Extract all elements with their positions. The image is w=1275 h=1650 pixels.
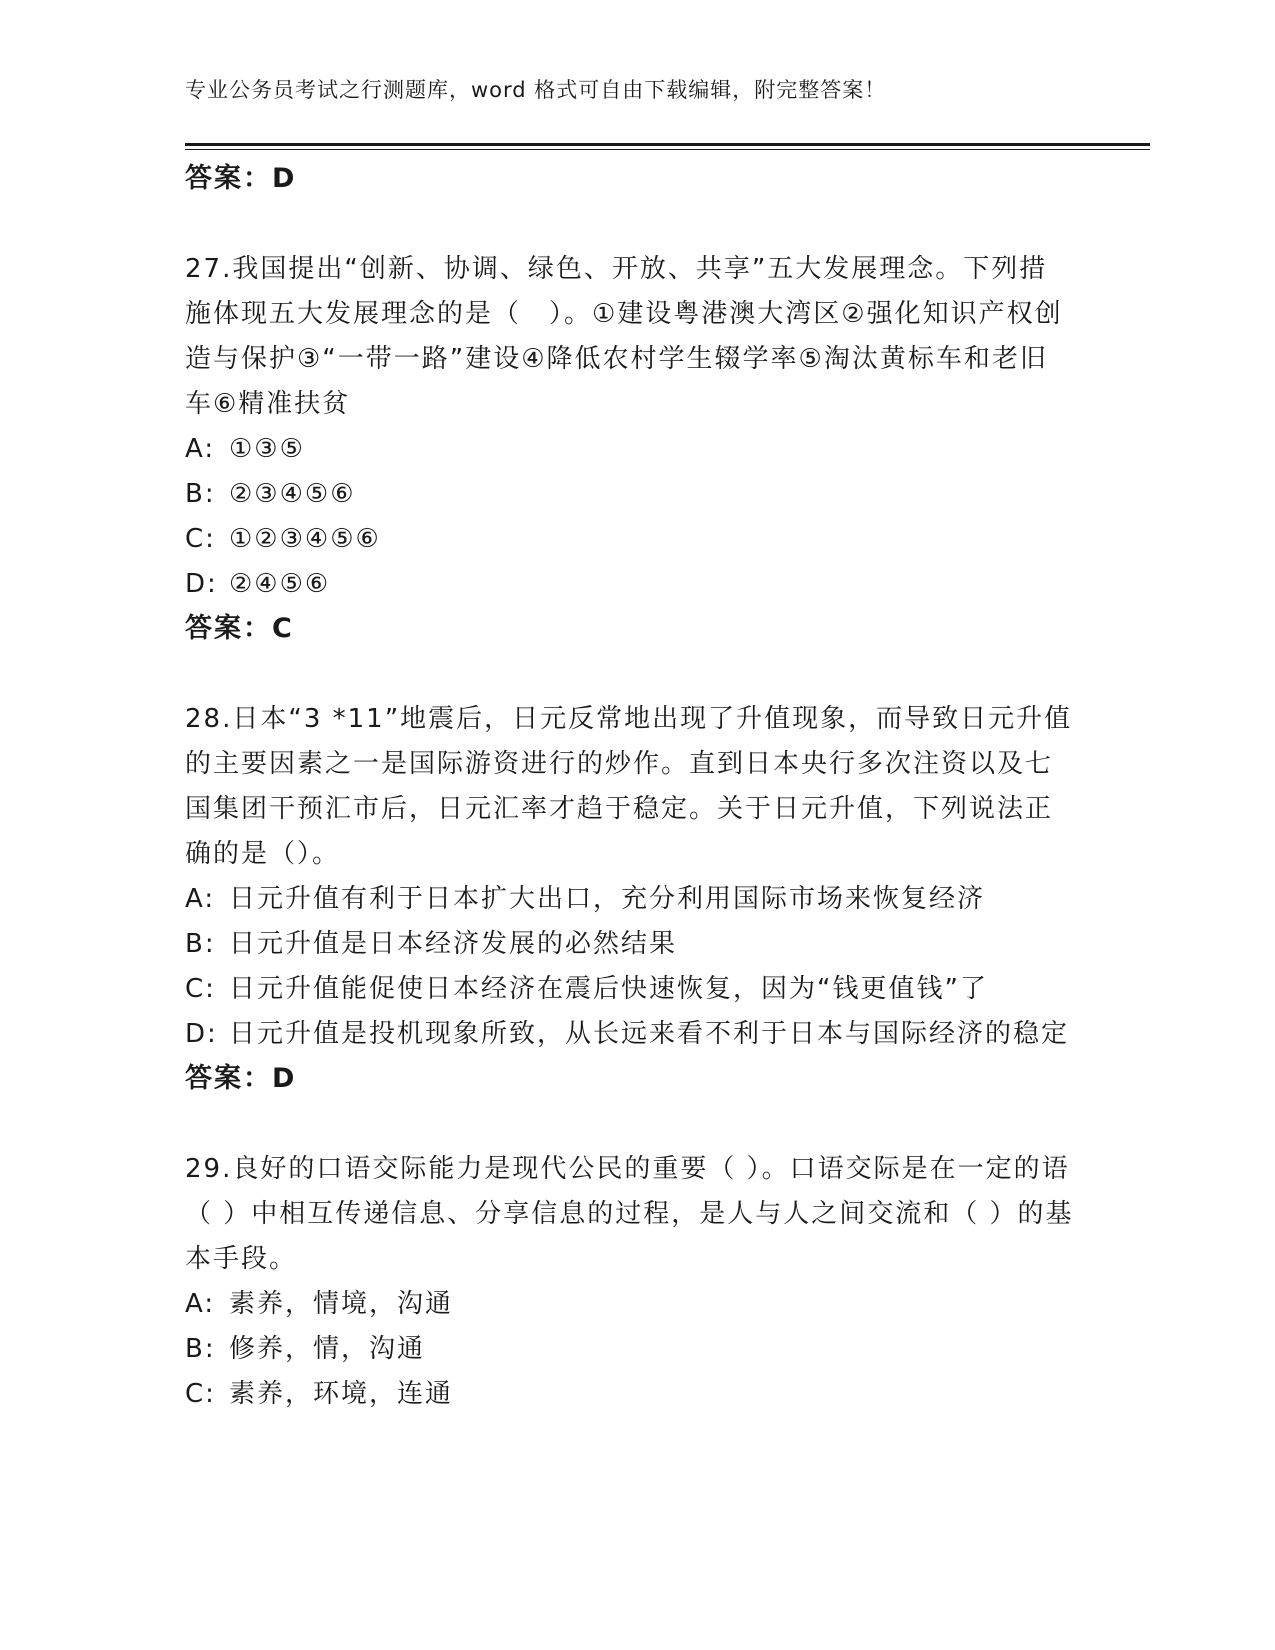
question-27 bbox=[185, 247, 1075, 651]
option-letter: C: bbox=[185, 974, 216, 1004]
question-stem: 29.良好的口语交际能力是现代公民的重要（ ）。口语交际是在一定的语（ ）中相互传递信息、分享信息的过程，是人与人之间交流和（ ）的基本手段。 bbox=[185, 1154, 1074, 1274]
option-text: 日元升值能促使日本经济在震后快速恢复，因为“钱更值钱”了 bbox=[229, 974, 988, 1004]
option-c bbox=[185, 967, 1075, 1012]
option-text: 素养，环境，连通 bbox=[229, 1379, 454, 1409]
question-29 bbox=[185, 1147, 1075, 1417]
answer-line: 答案：D bbox=[185, 1063, 297, 1094]
option-a bbox=[185, 877, 1075, 922]
option-letter: A: bbox=[185, 1289, 216, 1319]
option-d bbox=[185, 562, 1075, 607]
option-letter: D: bbox=[185, 569, 218, 599]
option-letter: C: bbox=[185, 1379, 216, 1409]
option-text: 修养，情，沟通 bbox=[229, 1334, 426, 1364]
option-b bbox=[185, 1327, 1075, 1372]
option-text: 日元升值有利于日本扩大出口，充分利用国际市场来恢复经济 bbox=[229, 884, 986, 914]
option-text: ①③⑤ bbox=[229, 434, 305, 464]
option-c bbox=[185, 1372, 1075, 1417]
option-letter: C: bbox=[185, 524, 216, 554]
question-stem: 27.我国提出“创新、协调、绿色、开放、共享”五大发展理念。下列措施体现五大发展理念的是（ ）。①建设粤港澳大湾区②强化知识产权创造与保护③“一带一路”建设④降低农村学生辍学率⑤淘汰黄标车和老旧车⑥精准扶贫 bbox=[185, 254, 1063, 419]
page-header: 专业公务员考试之行测题库，word 格式可自由下载编辑，附完整答案！ bbox=[185, 78, 887, 102]
answer-line: 答案：C bbox=[185, 613, 294, 644]
question-28 bbox=[185, 697, 1075, 1101]
option-a bbox=[185, 427, 1075, 472]
question-stem: 28.日本“3 *11”地震后，日元反常地出现了升值现象，而导致日元升值的主要因素之一是国际游资进行的炒作。直到日本央行多次注资以及七国集团干预汇市后，日元汇率才趋于稳定。关于日元升值，下列说法正确的是（）。 bbox=[185, 704, 1073, 869]
option-letter: B: bbox=[185, 929, 216, 959]
option-a bbox=[185, 1282, 1075, 1327]
option-letter: A: bbox=[185, 434, 216, 464]
option-b bbox=[185, 922, 1075, 967]
option-letter: B: bbox=[185, 479, 216, 509]
option-text: ①②③④⑤⑥ bbox=[229, 524, 381, 554]
option-c bbox=[185, 517, 1075, 562]
option-text: 日元升值是投机现象所致，从长远来看不利于日本与国际经济的稳定 bbox=[229, 1019, 1070, 1049]
option-text: ②③④⑤⑥ bbox=[229, 479, 356, 509]
option-letter: D: bbox=[185, 1019, 218, 1049]
option-letter: A: bbox=[185, 884, 216, 914]
header-divider bbox=[185, 143, 1150, 150]
option-letter: B: bbox=[185, 1334, 216, 1364]
option-b bbox=[185, 472, 1075, 517]
previous-answer: 答案：D bbox=[185, 163, 297, 194]
document-body bbox=[185, 157, 1075, 1417]
option-text: 素养，情境，沟通 bbox=[229, 1289, 454, 1319]
option-text: 日元升值是日本经济发展的必然结果 bbox=[229, 929, 678, 959]
option-text: ②④⑤⑥ bbox=[229, 569, 331, 599]
option-d bbox=[185, 1012, 1075, 1057]
